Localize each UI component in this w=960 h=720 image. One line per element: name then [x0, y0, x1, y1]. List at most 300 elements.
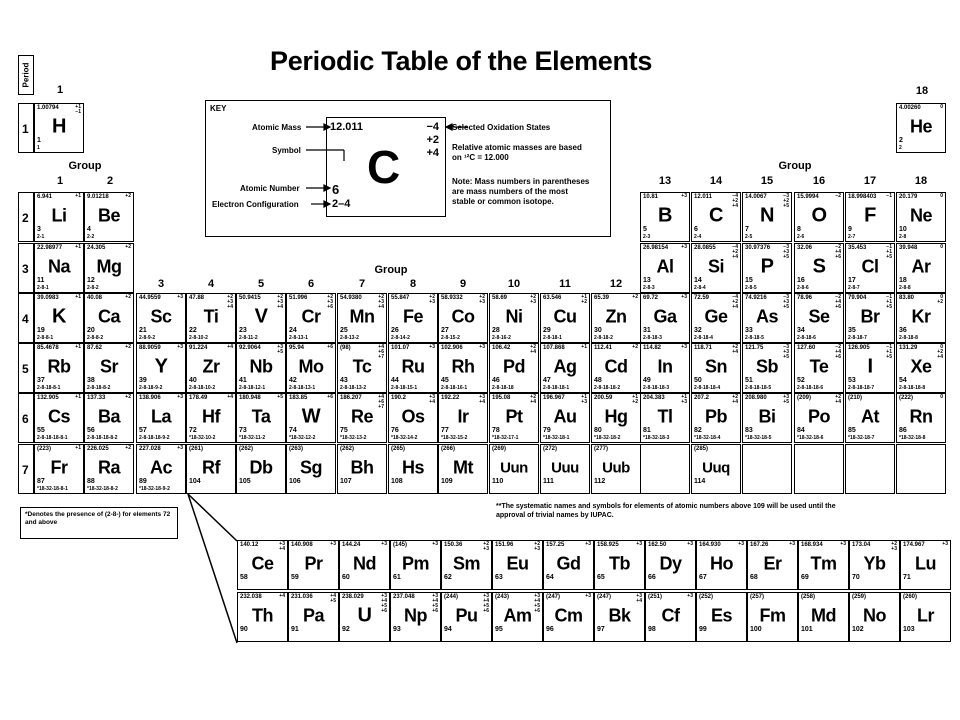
element-cell-h[interactable]: [34, 103, 84, 153]
element-oxidation-states: 0: [940, 193, 943, 199]
element-mass: 112.41: [594, 345, 613, 351]
element-electron-config: *18-32-18-1: [543, 435, 570, 441]
group-number-label: 11: [559, 278, 571, 290]
element-atomic-number: 78: [492, 427, 500, 434]
element-cell-hg[interactable]: [591, 393, 641, 443]
element-cell-ho[interactable]: [696, 540, 747, 590]
element-mass: 107.868: [543, 345, 565, 351]
element-cell-ac[interactable]: [136, 444, 186, 494]
element-cell-uuu[interactable]: [540, 444, 590, 494]
element-atomic-number: 86: [899, 427, 907, 434]
element-symbol: Lr: [917, 605, 934, 626]
element-cell-po[interactable]: [794, 393, 844, 443]
element-atomic-number: 112: [594, 478, 606, 485]
element-mass: 174.967: [903, 542, 925, 548]
element-oxidation-states: −1 +1 +5: [886, 294, 892, 310]
element-cell-ge[interactable]: [691, 293, 741, 343]
element-cell-md[interactable]: [798, 592, 849, 642]
element-atomic-number: 21: [139, 327, 147, 334]
element-cell-sn[interactable]: [691, 343, 741, 393]
element-cell-ar[interactable]: [896, 243, 946, 293]
element-cell-zn[interactable]: [591, 293, 641, 343]
element-symbol: Pr: [304, 553, 323, 574]
element-mass: 106.42: [492, 345, 511, 351]
element-cell-rh[interactable]: [438, 343, 488, 393]
element-symbol: Fr: [50, 457, 68, 478]
element-mass: 196.967: [543, 395, 565, 401]
element-mass: 183.85: [289, 395, 308, 401]
element-oxidation-states: +1: [581, 344, 587, 350]
element-mass: 22.98977: [37, 245, 63, 251]
element-oxidation-states: +4: [227, 344, 233, 350]
element-mass: 167.26: [750, 542, 769, 548]
element-mass: 92.9064: [239, 345, 261, 351]
element-cell-ba[interactable]: [84, 393, 134, 443]
element-cell-cs[interactable]: [34, 393, 84, 443]
element-oxidation-states: +3: [177, 344, 183, 350]
element-oxidation-states: +2 +3: [479, 294, 485, 305]
element-atomic-number: 39: [139, 377, 147, 384]
footnote: **The systematic names and symbols for elements of atomic numbers above 109 will be used until the approval of trivial names by IUPAC.: [496, 503, 836, 519]
element-electron-config: *18-32-18-8-2: [87, 486, 118, 492]
element-cell-y[interactable]: [136, 343, 186, 393]
element-cell-er[interactable]: [747, 540, 798, 590]
element-atomic-number: 68: [750, 574, 758, 581]
element-cell-ta[interactable]: [236, 393, 286, 443]
element-mass: 87.62: [87, 345, 103, 351]
element-symbol: Si: [707, 256, 724, 277]
element-electron-config: 2-8-18-18-9-2: [139, 435, 170, 441]
element-oxidation-states: −4 +2 +4: [732, 193, 738, 209]
element-symbol: In: [657, 356, 673, 377]
element-symbol: Db: [249, 457, 273, 478]
element-cell-pu[interactable]: [441, 592, 492, 642]
element-cell-os[interactable]: [388, 393, 438, 443]
element-cell-am[interactable]: [492, 592, 543, 642]
element-atomic-number: 49: [643, 377, 651, 384]
period-number: 7: [22, 463, 29, 477]
element-oxidation-states: +3 +4 +5 +6: [381, 593, 387, 614]
element-mass: 114.82: [643, 345, 662, 351]
element-cell-ti[interactable]: [186, 293, 236, 343]
element-mass: 150.36: [444, 542, 463, 548]
element-mass: 39.0983: [37, 295, 59, 301]
element-cell-pa[interactable]: [288, 592, 339, 642]
element-atomic-number: 65: [597, 574, 605, 581]
element-cell-pb[interactable]: [691, 393, 741, 443]
element-mass: 190.2: [391, 395, 407, 401]
element-electron-config: 2-8-15-2: [441, 335, 460, 341]
element-symbol: Pu: [455, 605, 478, 626]
element-oxidation-states: −2 +4 +6: [835, 294, 841, 310]
element-symbol: Ag: [553, 356, 577, 377]
element-cell-la[interactable]: [136, 393, 186, 443]
element-oxidation-states: +2 +3 +6: [327, 294, 333, 310]
element-oxidation-states: −2 +4 +6: [835, 244, 841, 260]
element-cell-fr[interactable]: [34, 444, 84, 494]
element-cell-ir[interactable]: [438, 393, 488, 443]
element-mass: (285): [694, 446, 709, 452]
element-mass: (145): [393, 542, 408, 548]
element-electron-config: 2-8-5: [745, 285, 757, 291]
element-mass: 140.12: [240, 542, 259, 548]
element-cell-na[interactable]: [34, 243, 84, 293]
element-atomic-number: 17: [848, 277, 856, 284]
element-cell-al[interactable]: [640, 243, 690, 293]
element-oxidation-states: +3: [681, 193, 687, 199]
element-symbol: Al: [656, 256, 674, 277]
element-cell-mo[interactable]: [286, 343, 336, 393]
group-number-label: 10: [507, 278, 521, 290]
element-electron-config: 2-8-18-16-1: [441, 385, 468, 391]
element-cell-as[interactable]: [742, 293, 792, 343]
element-symbol: Ca: [97, 306, 120, 327]
element-cell-uub[interactable]: [591, 444, 641, 494]
element-mass: (277): [594, 446, 609, 452]
element-oxidation-states: +3: [177, 294, 183, 300]
element-electron-config: *18-32-18-3: [643, 435, 670, 441]
empty-cell: [742, 444, 792, 494]
group-number-label: 16: [812, 175, 826, 187]
element-mass: (258): [801, 594, 816, 600]
element-cell-tb[interactable]: [594, 540, 645, 590]
element-atomic-number: 34: [797, 327, 805, 334]
element-cell-nd[interactable]: [339, 540, 390, 590]
element-mass: 69.72: [643, 295, 659, 301]
element-cell-c[interactable]: [691, 192, 741, 242]
element-oxidation-states: +1: [75, 294, 81, 300]
element-oxidation-states: +3: [942, 541, 948, 547]
element-cell-pd[interactable]: [489, 343, 539, 393]
element-oxidation-states: −4 +2 +4: [732, 244, 738, 260]
element-cell-o[interactable]: [794, 192, 844, 242]
element-electron-config: 2-8-18-18-6: [797, 385, 824, 391]
element-oxidation-states: +3: [687, 541, 693, 547]
element-atomic-number: 55: [37, 427, 45, 434]
element-mass: 79.904: [848, 295, 867, 301]
element-cell-sr[interactable]: [84, 343, 134, 393]
element-atomic-number: 96: [546, 626, 554, 633]
element-symbol: Ga: [653, 306, 677, 327]
element-atomic-number: 54: [899, 377, 907, 384]
element-cell-si[interactable]: [691, 243, 741, 293]
element-cell-rn[interactable]: [896, 393, 946, 443]
element-cell-uun[interactable]: [489, 444, 539, 494]
element-symbol: N: [760, 204, 774, 227]
element-cell-yb[interactable]: [849, 540, 900, 590]
element-mass: 1.00794: [37, 105, 59, 111]
element-mass: (210): [848, 395, 863, 401]
element-atomic-number: 95: [495, 626, 503, 633]
element-symbol: Pd: [502, 356, 525, 377]
element-atomic-number: 64: [546, 574, 554, 581]
element-cell-gd[interactable]: [543, 540, 594, 590]
element-cell-s[interactable]: [794, 243, 844, 293]
element-electron-config: *18-32-18-9-2: [139, 486, 170, 492]
element-cell-be[interactable]: [84, 192, 134, 242]
element-oxidation-states: +2 +3 +4: [378, 294, 384, 310]
element-electron-config: 2-8-18-18-8: [899, 385, 926, 391]
element-electron-config: 2-8-18-18-4: [694, 385, 721, 391]
element-cell-ag[interactable]: [540, 343, 590, 393]
element-cell-db[interactable]: [236, 444, 286, 494]
element-mass: (266): [441, 446, 456, 452]
element-cell-in[interactable]: [640, 343, 690, 393]
element-cell-dy[interactable]: [645, 540, 696, 590]
element-cell-uuq[interactable]: [691, 444, 741, 494]
element-mass: (262): [340, 446, 355, 452]
element-oxidation-states: +4: [227, 394, 233, 400]
element-cell-mn[interactable]: [337, 293, 387, 343]
element-symbol: Li: [51, 205, 67, 226]
element-cell-b[interactable]: [640, 192, 690, 242]
element-symbol: Cr: [301, 306, 321, 327]
element-cell-nb[interactable]: [236, 343, 286, 393]
element-cell-au[interactable]: [540, 393, 590, 443]
element-oxidation-states: −2: [835, 193, 841, 199]
element-electron-config: 2-2: [87, 234, 95, 240]
element-cell-co[interactable]: [438, 293, 488, 343]
element-symbol: Sm: [452, 553, 480, 574]
element-mass: 28.0855: [694, 245, 716, 251]
element-symbol: Pb: [704, 406, 727, 427]
element-symbol: Fe: [402, 306, 423, 327]
element-cell-w[interactable]: [286, 393, 336, 443]
group-number-label: 13: [658, 175, 672, 187]
element-symbol: Re: [350, 406, 373, 427]
element-cell-rb[interactable]: [34, 343, 84, 393]
element-atomic-number: 36: [899, 327, 907, 334]
group-label-middle: Group: [374, 264, 408, 276]
element-cell-mt[interactable]: [438, 444, 488, 494]
element-symbol: Sr: [99, 356, 118, 377]
element-mass: (252): [699, 594, 714, 600]
element-mass: 55.847: [391, 295, 410, 301]
element-atomic-number: 67: [699, 574, 707, 581]
element-oxidation-states: +1 +3: [681, 394, 687, 405]
period-number: 1: [22, 122, 29, 136]
element-cell-pt[interactable]: [489, 393, 539, 443]
element-cell-no[interactable]: [849, 592, 900, 642]
element-atomic-number: 93: [393, 626, 401, 633]
element-atomic-number: 28: [492, 327, 500, 334]
element-electron-config: *18-32-14-2: [391, 435, 418, 441]
element-oxidation-states: +3: [177, 445, 183, 451]
group-number-label: 18: [914, 175, 928, 187]
element-oxidation-states: +2 +3: [891, 541, 897, 552]
element-cell-k[interactable]: [34, 293, 84, 343]
element-cell-mg[interactable]: [84, 243, 134, 293]
element-cell-ra[interactable]: [84, 444, 134, 494]
group-number-label: 17: [863, 175, 877, 187]
element-cell-at[interactable]: [845, 393, 895, 443]
element-cell-np[interactable]: [390, 592, 441, 642]
element-cell-tc[interactable]: [337, 343, 387, 393]
element-oxidation-states: 0 +2: [937, 294, 943, 305]
element-cell-se[interactable]: [794, 293, 844, 343]
element-symbol: Co: [451, 306, 475, 327]
element-cell-es[interactable]: [696, 592, 747, 642]
element-electron-config: *18-32-18-4: [694, 435, 721, 441]
element-cell-li[interactable]: [34, 192, 84, 242]
element-cell-cd[interactable]: [591, 343, 641, 393]
element-cell-sc[interactable]: [136, 293, 186, 343]
element-cell-te[interactable]: [794, 343, 844, 393]
element-mass: 4.00260: [899, 105, 921, 111]
element-mass: 227.028: [139, 446, 161, 452]
element-cell-p[interactable]: [742, 243, 792, 293]
element-cell-hf[interactable]: [186, 393, 236, 443]
element-mass: (257): [750, 594, 765, 600]
element-atomic-number: 48: [594, 377, 602, 384]
element-oxidation-states: +3 +4: [479, 394, 485, 405]
element-cell-cu[interactable]: [540, 293, 590, 343]
element-atomic-number: 5: [643, 226, 647, 233]
element-electron-config: 2-8-18-9-2: [139, 385, 163, 391]
element-oxidation-states: +3: [479, 344, 485, 350]
element-atomic-number: 108: [391, 478, 403, 485]
element-atomic-number: 83: [745, 427, 753, 434]
element-symbol: V: [254, 305, 268, 328]
element-cell-hs[interactable]: [388, 444, 438, 494]
element-cell-zr[interactable]: [186, 343, 236, 393]
element-mass: (247): [546, 594, 561, 600]
element-mass: 54.9380: [340, 295, 362, 301]
element-cell-cm[interactable]: [543, 592, 594, 642]
element-mass: 208.980: [745, 395, 767, 401]
element-symbol: Bh: [350, 457, 374, 478]
element-electron-config: *18-32-18-7: [848, 435, 875, 441]
element-symbol: Ni: [505, 306, 523, 327]
element-oxidation-states: +4 +6 +7: [378, 394, 384, 410]
element-cell-f[interactable]: [845, 192, 895, 242]
element-electron-config: 2-8-18-18-5: [745, 385, 772, 391]
element-symbol: W: [301, 405, 321, 428]
element-atomic-number: 45: [441, 377, 449, 384]
element-electron-config: 2-8-13-2: [340, 335, 359, 341]
element-cell-lr[interactable]: [900, 592, 951, 642]
element-cell-ru[interactable]: [388, 343, 438, 393]
element-cell-lu[interactable]: [900, 540, 951, 590]
element-cell-br[interactable]: [845, 293, 895, 343]
element-mass: 232.038: [240, 594, 262, 600]
element-cell-bh[interactable]: [337, 444, 387, 494]
element-cell-fm[interactable]: [747, 592, 798, 642]
element-electron-config: 2-8-4: [694, 285, 706, 291]
element-symbol: Tb: [609, 553, 630, 574]
element-symbol: Se: [808, 306, 830, 327]
element-mass: 91.224: [189, 345, 208, 351]
element-electron-config: *18-32-18-8-1: [37, 486, 68, 492]
element-cell-u[interactable]: [339, 592, 390, 642]
element-symbol: C: [709, 204, 723, 227]
element-electron-config: 2-8-1: [37, 285, 49, 291]
element-mass: 173.04: [852, 542, 871, 548]
element-cell-pr[interactable]: [288, 540, 339, 590]
element-atomic-number: 4: [87, 226, 91, 233]
element-cell-sg[interactable]: [286, 444, 336, 494]
element-atomic-number: 62: [444, 574, 452, 581]
element-mass: (247): [597, 594, 612, 600]
element-cell-re[interactable]: [337, 393, 387, 443]
element-cell-bk[interactable]: [594, 592, 645, 642]
element-cell-tl[interactable]: [640, 393, 690, 443]
element-mass: (269): [492, 446, 507, 452]
element-cell-eu[interactable]: [492, 540, 543, 590]
element-cell-xe[interactable]: [896, 343, 946, 393]
period-number: 3: [22, 262, 29, 276]
element-symbol: Ba: [97, 406, 120, 427]
element-cell-th[interactable]: [237, 592, 288, 642]
element-mass: 14.0067: [745, 194, 767, 200]
element-oxidation-states: +3: [177, 394, 183, 400]
element-oxidation-states: +3 +5: [277, 344, 283, 355]
element-symbol: Zn: [605, 306, 627, 327]
element-cell-he[interactable]: [896, 103, 946, 153]
element-cell-n[interactable]: [742, 192, 792, 242]
element-atomic-number: 99: [699, 626, 707, 633]
key-example-symbol: C: [367, 141, 401, 193]
element-atomic-number: 33: [745, 327, 753, 334]
element-cell-cr[interactable]: [286, 293, 336, 343]
element-cell-pm[interactable]: [390, 540, 441, 590]
element-cell-ce[interactable]: [237, 540, 288, 590]
group-number-label: 6: [307, 278, 315, 290]
element-symbol: Ti: [203, 306, 219, 327]
element-cell-rf[interactable]: [186, 444, 236, 494]
element-electron-config: 2-1: [37, 234, 45, 240]
element-electron-config: 2-8-18-12-1: [239, 385, 266, 391]
element-atomic-number: 94: [444, 626, 452, 633]
element-electron-config: 2-8-11-2: [239, 335, 258, 341]
element-symbol: Uun: [500, 459, 528, 477]
element-oxidation-states: −3 +3 +5: [783, 294, 789, 310]
key-atomic-mass-label: Atomic Mass: [252, 123, 302, 132]
element-symbol: Ce: [251, 553, 274, 574]
element-atomic-number: 111: [543, 478, 554, 485]
element-cell-cl[interactable]: [845, 243, 895, 293]
element-oxidation-states: +2 +3: [483, 541, 489, 552]
element-cell-cf[interactable]: [645, 592, 696, 642]
element-atomic-number: 114: [694, 478, 706, 485]
element-oxidation-states: +2 +3: [534, 541, 540, 552]
element-mass: 18.998403: [848, 194, 877, 200]
element-atomic-number: 23: [239, 327, 247, 334]
element-cell-fe[interactable]: [388, 293, 438, 343]
element-symbol: Ge: [704, 306, 728, 327]
element-atomic-number: 109: [441, 478, 453, 485]
element-cell-sm[interactable]: [441, 540, 492, 590]
element-cell-ca[interactable]: [84, 293, 134, 343]
element-cell-ga[interactable]: [640, 293, 690, 343]
element-symbol: Au: [553, 406, 577, 427]
element-cell-sb[interactable]: [742, 343, 792, 393]
element-oxidation-states: −3 +3 +5: [783, 344, 789, 360]
group-number-label: 8: [409, 278, 417, 290]
element-symbol: Uuu: [551, 459, 579, 477]
element-cell-v[interactable]: [236, 293, 286, 343]
element-oxidation-states: +1 +2: [581, 294, 587, 305]
element-symbol: Mo: [298, 356, 324, 377]
element-oxidation-states: −2 +4 +6: [835, 344, 841, 360]
element-cell-ne[interactable]: [896, 192, 946, 242]
element-cell-ni[interactable]: [489, 293, 539, 343]
element-cell-i[interactable]: [845, 343, 895, 393]
element-cell-kr[interactable]: [896, 293, 946, 343]
element-symbol: Er: [763, 553, 782, 574]
element-cell-tm[interactable]: [798, 540, 849, 590]
element-cell-bi[interactable]: [742, 393, 792, 443]
